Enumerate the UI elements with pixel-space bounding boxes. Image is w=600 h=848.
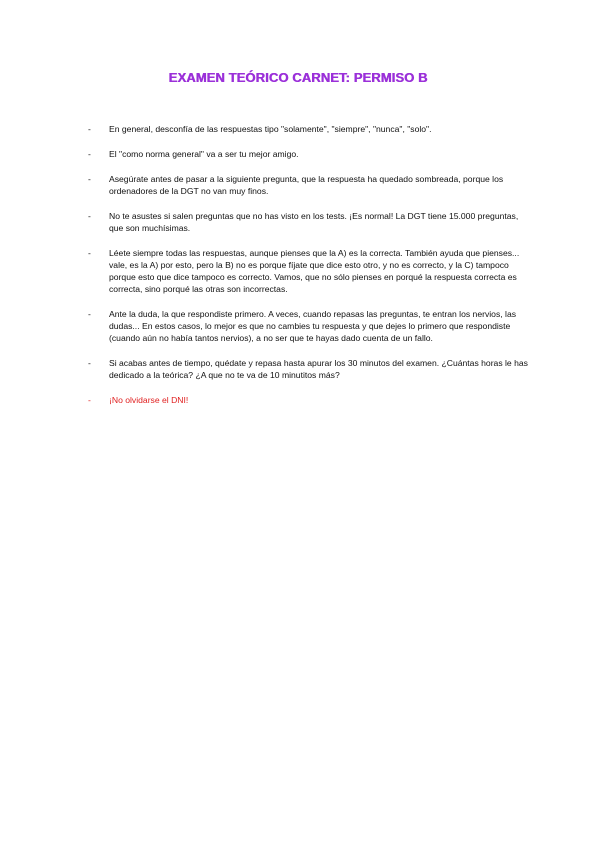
tip-item bbox=[88, 173, 532, 197]
bullet-dash: - bbox=[88, 124, 91, 134]
tip-item bbox=[88, 308, 532, 344]
tip-text: Ante la duda, la que respondiste primero. A veces, cuando repasas las preguntas, te entran los nervios, las dudas... En estos casos, lo mejor es que no cambies tu respuesta y que dejes lo primero que respondiste (cuando aún no había tantos nervios), a no ser que te hayas dado cuenta de un fallo. bbox=[109, 309, 517, 343]
tip-text: Si acabas antes de tiempo, quédate y repasa hasta apurar los 30 minutos del examen. ¿Cuántas horas le has dedicado a la teórica? ¿A que no te va de 10 minutitos más? bbox=[109, 358, 528, 380]
tip-item bbox=[88, 357, 532, 381]
bullet-dash: - bbox=[88, 248, 91, 258]
tip-item bbox=[88, 210, 532, 234]
document-title: EXAMEN TEÓRICO CARNET: PERMISO B bbox=[168, 70, 428, 85]
tip-item-reminder bbox=[88, 394, 532, 406]
tips-list bbox=[88, 123, 532, 419]
tip-text: No te asustes si salen preguntas que no has visto en los tests. ¡Es normal! La DGT tiene 15.000 preguntas, que son muchísimas. bbox=[109, 211, 519, 233]
tip-text: ¡No olvidarse el DNI! bbox=[109, 395, 189, 405]
tip-text: El "como norma general" va a ser tu mejor amigo. bbox=[109, 149, 299, 159]
tip-item bbox=[88, 148, 532, 160]
bullet-dash: - bbox=[88, 395, 91, 405]
bullet-dash: - bbox=[88, 309, 91, 319]
bullet-dash: - bbox=[88, 149, 91, 159]
bullet-dash: - bbox=[88, 211, 91, 221]
tip-text: Léete siempre todas las respuestas, aunque pienses que la A) es la correcta. También ayuda que pienses... vale, es la A) por esto, pero la B) no es porque fíjate que dice esto otro, y no es correcto, y la C) tampoco porque esto que dice tampoco es correcto. Vamos, que no sólo pienses en porqué la respuesta correcta es correcta, sino porqué las otras son incorrectas. bbox=[109, 248, 520, 294]
tip-item bbox=[88, 123, 532, 135]
tip-text: En general, desconfía de las respuestas tipo "solamente", "siempre", "nunca", "solo". bbox=[109, 124, 432, 134]
tip-text: Asegúrate antes de pasar a la siguiente pregunta, que la respuesta ha quedado sombreada, porque los ordenadores de la DGT no van muy finos. bbox=[109, 174, 504, 196]
bullet-dash: - bbox=[88, 358, 91, 368]
bullet-dash: - bbox=[88, 174, 91, 184]
tip-item bbox=[88, 247, 532, 295]
